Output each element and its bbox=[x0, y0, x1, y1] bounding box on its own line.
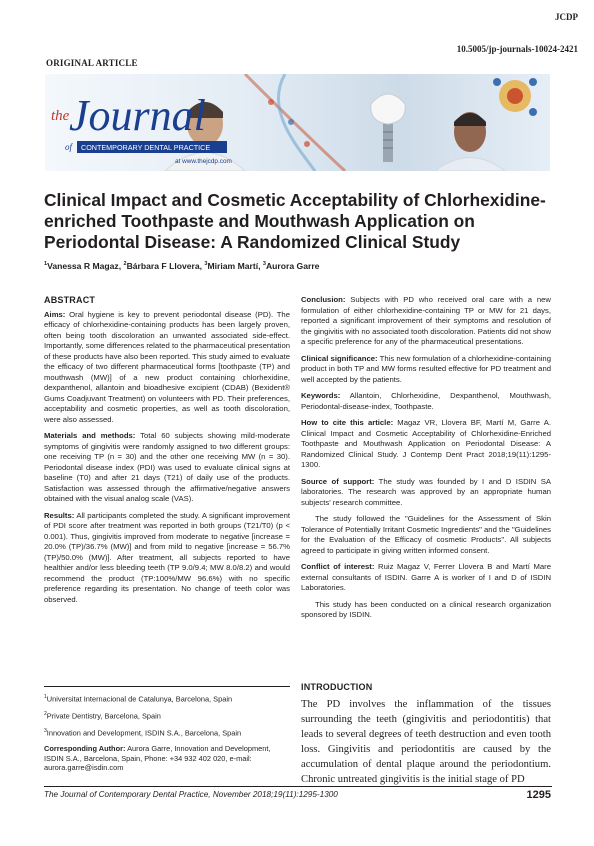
page-number: 1295 bbox=[526, 789, 551, 801]
introduction-heading: INTRODUCTION bbox=[301, 682, 373, 692]
introduction-text: The PD involves the inflammation of the tissues surrounding the teeth (gingivitis and periodontitis) that leads to several degrees of teeth destruction and even tooth loss. Gingivitis and periodontitis are caused by the accumulation of dental plaque around the periodontium. Chronic untreated gingivitis is the initial stage of PD bbox=[301, 699, 551, 785]
author-name: Aurora Garre bbox=[265, 261, 320, 271]
corresponding-author: Corresponding Author: Aurora Garre, Innovation and Development, ISDIN S.A., Barcelona, Spain, Phone: +34 932 402 020, e-mail: aurora.garre@isdin.com bbox=[44, 744, 271, 773]
cite-article: How to cite this article: Magaz VR, Llovera BF, Martí M, Garre A. Clinical Impact and Cosmetic Acceptability of Chlorhexidine-Enriched Toothpaste and Mouthwash Application on Periodontal Disease: A Randomized Clinical Study. J Contemp Dent Pract 2018;19(11):1295-1300. bbox=[301, 418, 551, 469]
abstract-significance: Clinical significance: This new formulation of a chlorhexidine-containing product in both TP and MW forms resulted effective for PD treatment and well accepted by the patients. bbox=[301, 353, 551, 384]
keywords: Keywords: Allantoin, Chlorhexidine, Dexpanthenol, Mouthwash, Periodontal-disease-index, Toothpaste. bbox=[301, 391, 551, 411]
author-list: $^1$Vanessa R Magaz, $^2$Bárbara F Llovera, $^3$Miriam Martí, $^3$Aurora Garre bbox=[44, 261, 320, 271]
sponsor-note: This study has been conducted on a clinical research organization sponsored by ISDIN. bbox=[301, 599, 551, 619]
patient-figure bbox=[435, 112, 505, 171]
guidelines-note: The study followed the "Guidelines for the Assessment of Skin Tolerance of Potentially Irritant Cosmetic Ingredients" and the "Guidelines for the Evaluation of the Efficacy of cosmetic Products". All subjects agreed to participate in giving written informed consent. bbox=[301, 514, 551, 555]
journal-tag: JCDP bbox=[555, 12, 578, 22]
banner-illustration bbox=[45, 74, 550, 171]
abstract-conclusion: Conclusion: Subjects with PD who received oral care with a new formulation of either chlorhexidine-containing TP or MW for 21 days, reported a significant improvement of their symptoms and resolution of the gingivitis with no associated tooth discoloration. Patients did not show a specific preference for any of the pharmaceutical presentations. bbox=[301, 295, 551, 346]
abstract-results: Results: All participants completed the study. A significant improvement of PDI score after treatment was reported in both groups (T21/T0) (p < 0.001). Thus, gingivitis improved from moderate to negative [increase = 20.0% (TP)/36.7% (MW)] and from mild to negative [increase = 56.7% (TP)/50.0% (MW)]. After treatment, all subjects reported to have healthier and/or less bleeding teeth (TP 9.0/9.4; MW 8.0/8.2) and would recommend the product (TP:100%/MW 96.6%) with no specific preference regarding its presentation. No change of teeth color was observed. bbox=[44, 510, 290, 604]
affiliation-item: $^3$Innovation and Development, ISDIN S.A., Barcelona, Spain bbox=[44, 728, 242, 738]
logo-journal: Journal bbox=[69, 91, 206, 140]
abstract-aims: Aims: Oral hygiene is key to prevent periodontal disease (PD). The efficacy of chlorhexidine-containing products has been largely proven, often being tooth discoloration an unwanted associated side-effect. Importantly, some differences related to the pharmaceutical presentation of these products have also been reported. This study aimed to evaluate the efficacy of two different pharmaceutical forms [toothpaste (TP) and mouthwash (MW)] of a new product containing chlorhexidine, dexpanthenol, allantoin and bioadhesive excipient (CDAB) (Bexident® Gums Coadjuvant Treatment) on volunteers with PD. Their preferences, acceptability and cosmetic properties, as well as tooth discoloration, were also assessed. bbox=[44, 309, 291, 424]
logo-of: of bbox=[65, 142, 73, 152]
article-title: Clinical Impact and Cosmetic Acceptability of Chlorhexidine-enriched Toothpaste and Mouthwash Application on Periodontal Disease: A Randomized Clinical Study bbox=[44, 190, 546, 252]
affiliation-item: $^2$Private Dentistry, Barcelona, Spain bbox=[44, 711, 161, 721]
affiliations bbox=[44, 686, 290, 779]
journal-banner bbox=[45, 74, 550, 171]
logo-the: the bbox=[51, 108, 70, 124]
source-of-support: Source of support: The study was founded by I and D ISDIN SA laboratories. The research was approved by an appropriate human subjects' research committee. bbox=[301, 476, 551, 507]
logo-url: at www.thejcdp.com bbox=[175, 158, 232, 165]
footer-divider bbox=[44, 786, 552, 787]
doi: 10.5005/jp-journals-10024-2421 bbox=[456, 44, 578, 54]
affiliation-item: $^1$Universitat Internacional de Catalunya, Barcelona, Spain bbox=[44, 694, 233, 704]
abstract-right-column bbox=[301, 295, 551, 627]
abstract-left-column bbox=[44, 295, 290, 611]
author-name: Miriam Martí, bbox=[207, 261, 263, 271]
author-name: Vanessa R Magaz, bbox=[47, 261, 124, 271]
footer-citation: The Journal of Contemporary Dental Practice, November 2018;19(11):1295-1300 bbox=[44, 790, 338, 799]
article-type: ORIGINAL ARTICLE bbox=[46, 58, 138, 68]
abstract-heading: ABSTRACT bbox=[44, 295, 96, 305]
author-name: Bárbara F Llovera, bbox=[126, 261, 205, 271]
abstract-methods: Materials and methods: Total 60 subjects showing mild-moderate symptoms of gingivitis were randomly assigned to two different groups: one receiving TP (n = 30) and the other one receiving MW (n = 30). Periodontal disease index (PDI) was used to evaluate clinical signs at baseline (T0) and after 21 days (T21) of daily use of the products. Satisfaction was assessed through the affirmative/negative answers obtained with the visual analog scale (VAS). bbox=[44, 431, 290, 503]
implant-icon bbox=[371, 94, 405, 162]
molecule-icon bbox=[493, 78, 537, 116]
logo-subtitle: CONTEMPORARY DENTAL PRACTICE bbox=[81, 143, 211, 152]
conflict-of-interest: Conflict of interest: Ruiz Magaz V, Ferrer Llovera B and Martí Mare external consultants of ISDIN. Garre A is worker of I and D of ISDIN Laboratories. bbox=[301, 562, 552, 592]
